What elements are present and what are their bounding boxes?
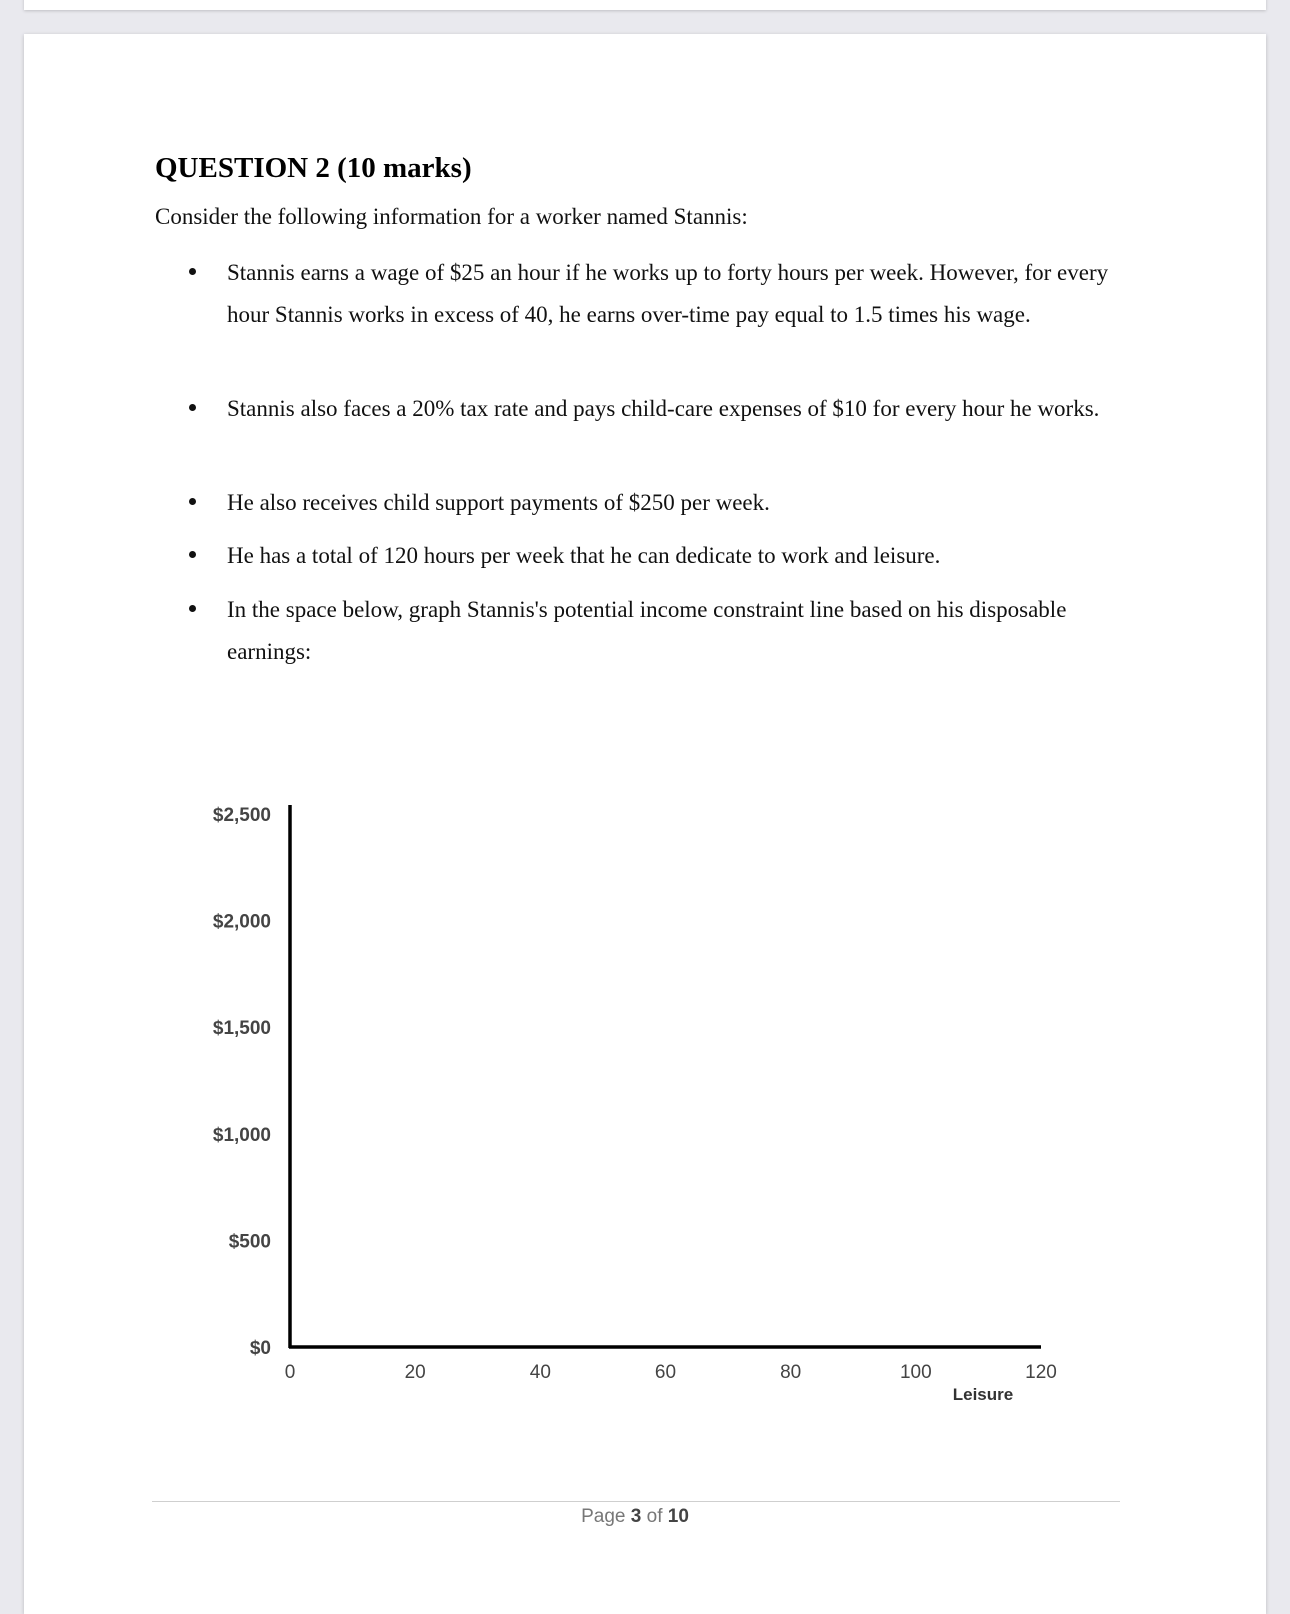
y-tick-label: $1,500: [212, 1018, 271, 1040]
list-item-text: Stannis also faces a 20% tax rate and pays child-care expenses of $10 for every hour he works.: [227, 396, 1100, 421]
x-tick-label: 40: [529, 1362, 551, 1383]
x-tick-label: 0: [284, 1362, 296, 1383]
y-tick-label: $1,000: [212, 1124, 271, 1146]
x-tick-label: 20: [404, 1362, 426, 1383]
x-tick-label: 100: [899, 1362, 932, 1383]
y-tick-labels: [213, 805, 271, 1359]
y-tick-label: $2,500: [212, 805, 271, 826]
document-page: [24, 34, 1266, 1614]
x-tick-labels: [285, 1362, 1057, 1383]
y-tick-label: $500: [228, 1231, 271, 1253]
page-number-separator: of: [641, 1506, 668, 1527]
intro-text: Consider the following information for a worker named Stannis:: [155, 204, 748, 229]
question-heading: QUESTION 2 (10 marks): [155, 152, 472, 184]
income-constraint-chart: [24, 34, 1266, 1454]
previous-page-edge: [24, 0, 1266, 10]
x-tick-label: 80: [780, 1362, 802, 1383]
list-item-text: In the space below, graph Stannis's potential income constraint line based on his disposable earnings:: [227, 597, 1067, 664]
x-tick-label: 60: [654, 1362, 677, 1383]
footer-divider: [152, 1501, 1120, 1502]
page-number: [24, 1506, 1246, 1528]
page-number-current: 3: [630, 1506, 642, 1527]
y-tick-label: $0: [249, 1338, 271, 1359]
list-item-text: He has a total of 120 hours per week that he can dedicate to work and leisure.: [227, 543, 941, 568]
x-axis-label: Leisure: [952, 1385, 1014, 1404]
y-tick-label: $2,000: [212, 911, 271, 933]
x-tick-label: 120: [1025, 1362, 1057, 1383]
list-item-text: He also receives child support payments of $250 per week.: [227, 490, 770, 515]
list-item-text: Stannis earns a wage of $25 an hour if he works up to forty hours per week. However, for every hour Stannis works in excess of 40, he earns over-time pay equal to 1.5 times his wage.: [227, 260, 1109, 327]
page-number-prefix: Page: [581, 1506, 631, 1527]
page-number-total: 10: [667, 1506, 689, 1527]
